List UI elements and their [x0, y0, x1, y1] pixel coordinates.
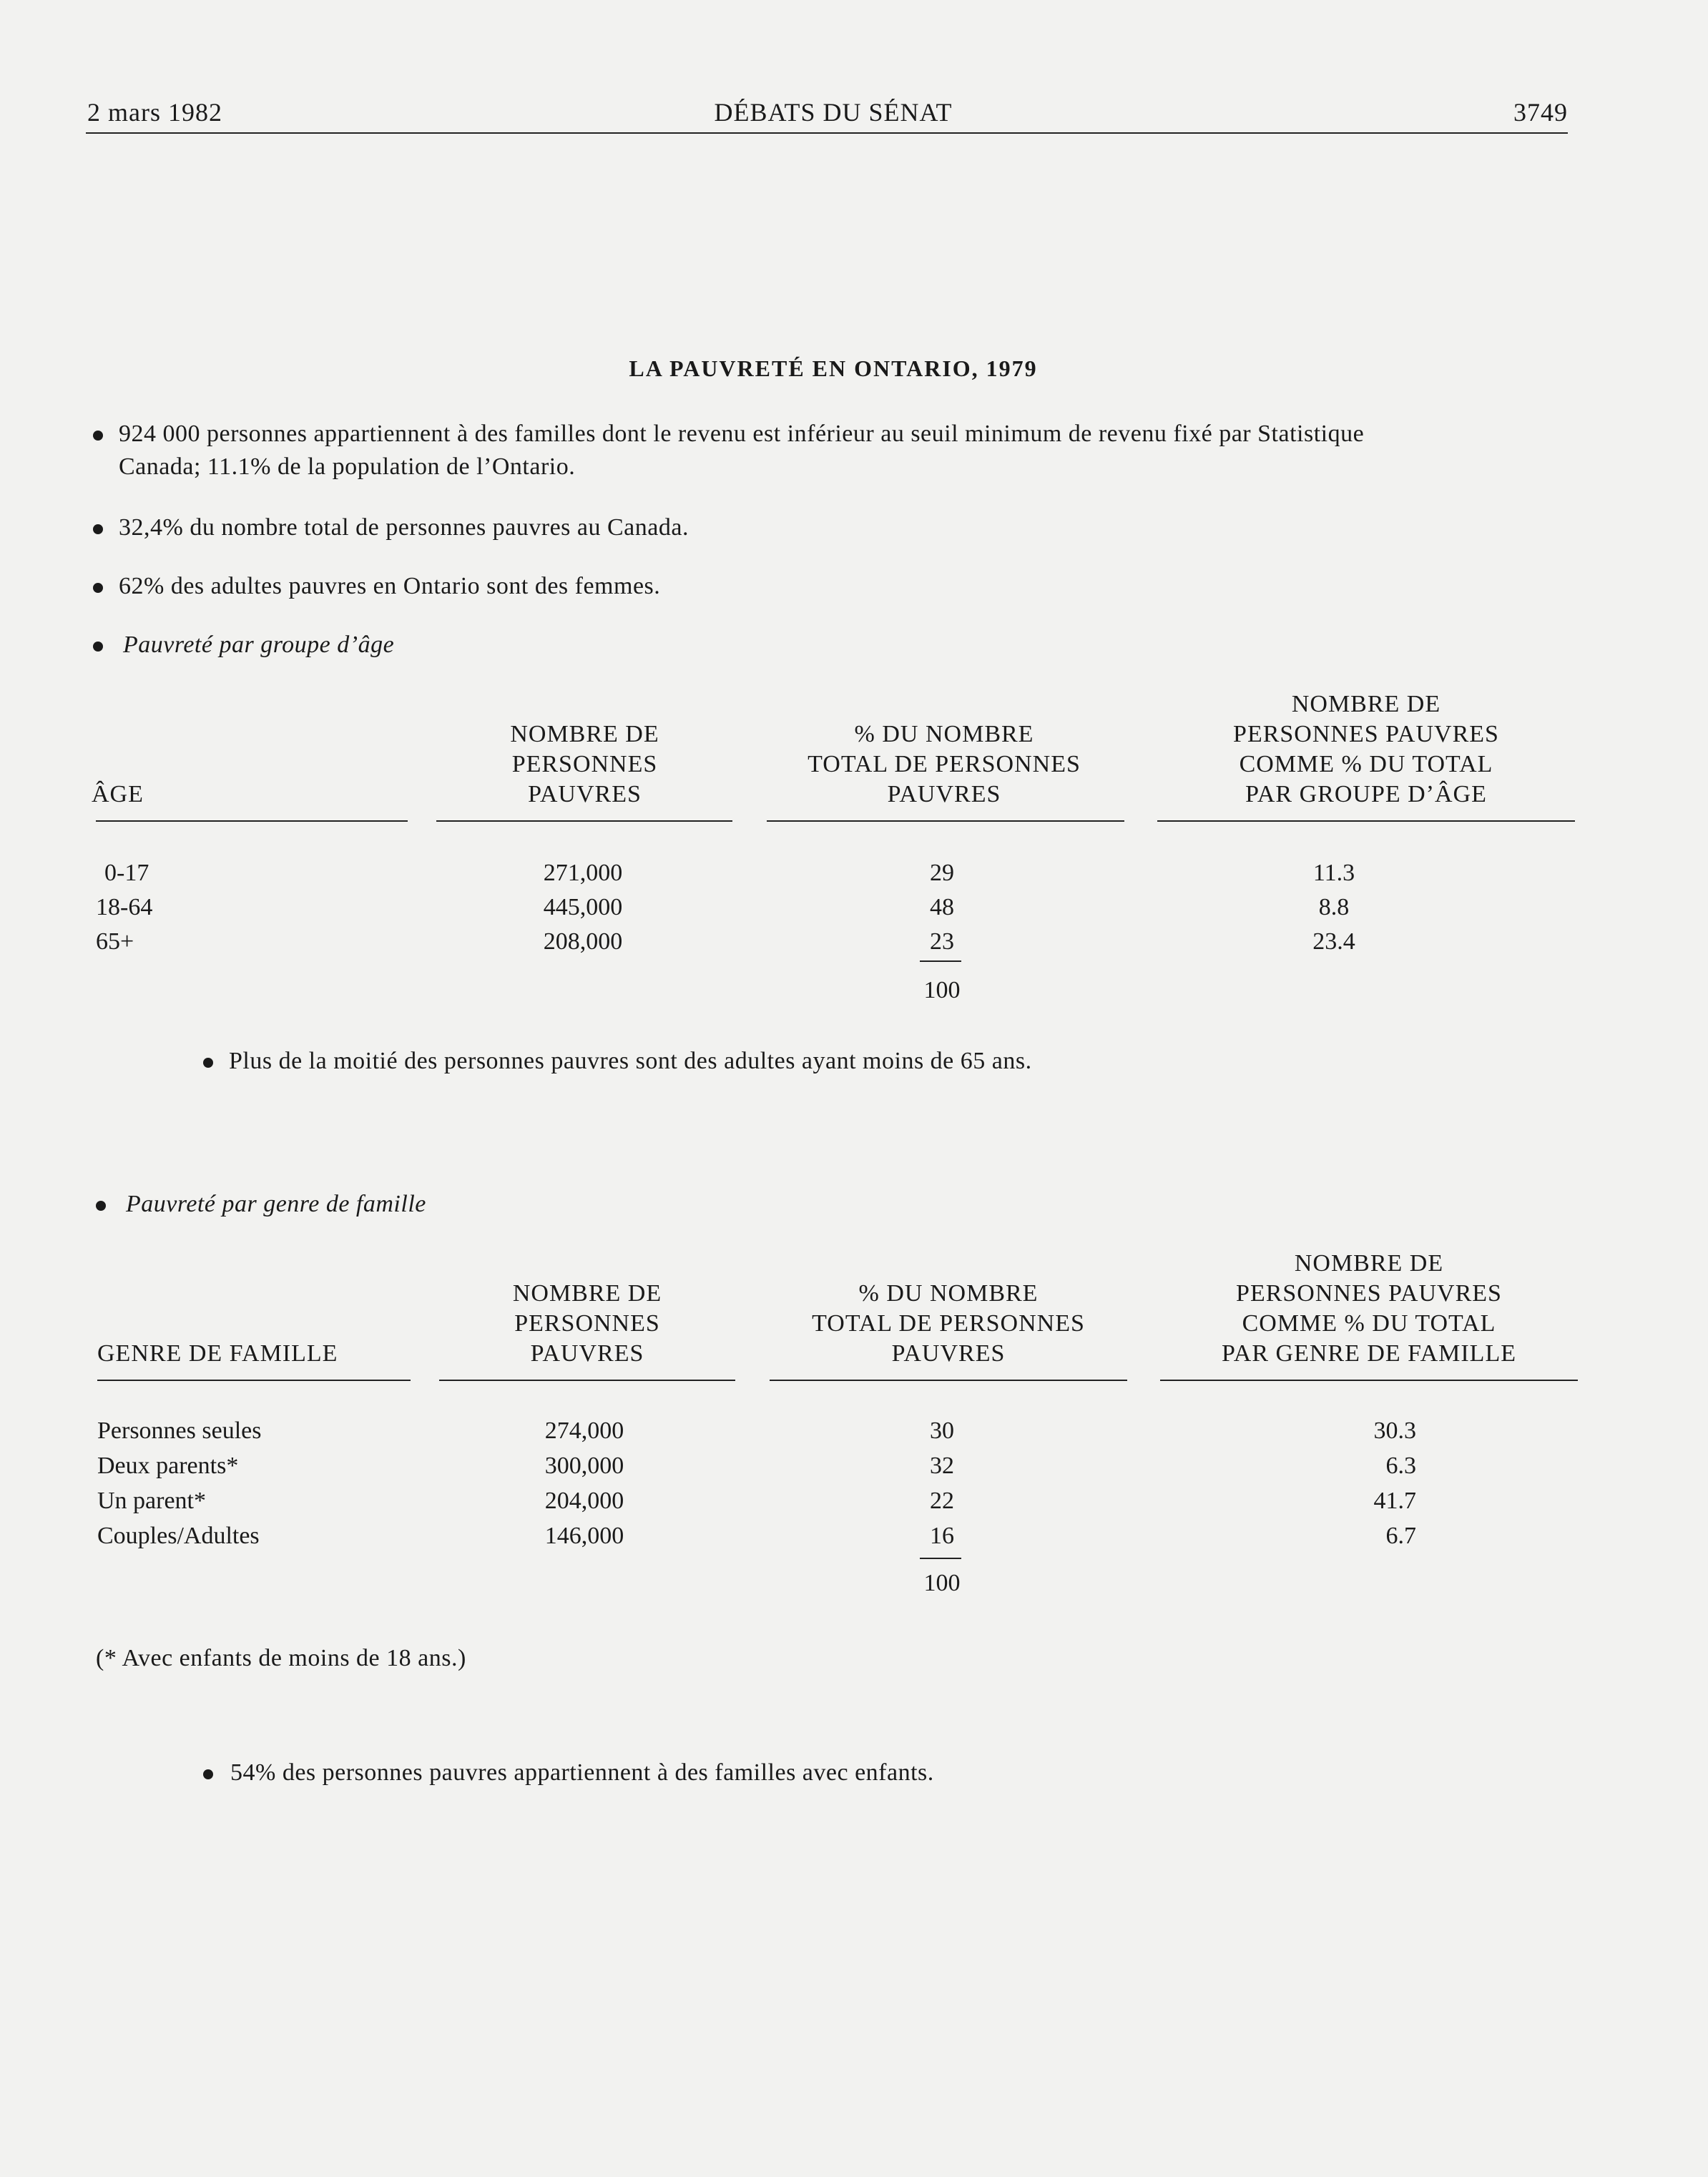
bullet-7: 54% des personnes pauvres appartiennent à des familles avec enfants. [230, 1759, 934, 1786]
row-pct-group: 11.3 [1312, 860, 1355, 886]
row-pct-group: 6.7 [1385, 1523, 1416, 1549]
header-line: PERSONNES [511, 751, 658, 777]
row-pct: 22 [930, 1488, 954, 1514]
row-pct: 30 [930, 1417, 954, 1444]
bullet-2: 32,4% du nombre total de personnes pauvres au Canada. [119, 514, 689, 541]
row-label: Un parent* [97, 1488, 207, 1514]
row-label: Personnes seules [97, 1417, 262, 1444]
header-page-number: 3749 [1513, 98, 1568, 127]
row-count: 146,000 [544, 1523, 624, 1549]
bullet-1-line-2: Canada; 11.1% de la population de l’Ontario. [119, 453, 576, 480]
total-rule [920, 1558, 961, 1559]
header-rule [1160, 1380, 1578, 1381]
row-label: Couples/Adultes [97, 1523, 260, 1549]
header-line: TOTAL DE PERSONNES [812, 1310, 1085, 1337]
row-pct: 29 [930, 860, 954, 886]
col-header-pct-group [1160, 1249, 1578, 1369]
row-count: 204,000 [544, 1488, 624, 1514]
bullet-5: Plus de la moitié des personnes pauvres sont des adultes ayant moins de 65 ans. [229, 1048, 1032, 1074]
header-line: PAUVRES [887, 781, 1001, 807]
row-pct-group: 41.7 [1373, 1488, 1416, 1514]
row-pct-group: 8.8 [1318, 894, 1350, 920]
header-line: PERSONNES [514, 1310, 660, 1337]
total-value: 100 [923, 1570, 961, 1596]
row-pct-group: 6.3 [1385, 1453, 1416, 1479]
header-rule [97, 1380, 411, 1381]
header-line: TOTAL DE PERSONNES [808, 751, 1081, 777]
row-count: 274,000 [544, 1417, 624, 1444]
header-date: 2 mars 1982 [87, 98, 222, 127]
header-rule [439, 1380, 735, 1381]
header-line: NOMBRE DE [1291, 691, 1441, 717]
header-line: COMME % DU TOTAL [1242, 1310, 1496, 1337]
header-line: PAUVRES [528, 781, 642, 807]
document-title: LA PAUVRETÉ EN ONTARIO, 1979 [629, 355, 1038, 381]
row-label: 0-17 [104, 860, 149, 886]
col-header-pct [770, 1279, 1127, 1369]
col-header-family-type: GENRE DE FAMILLE [97, 1340, 338, 1367]
row-pct-group: 23.4 [1312, 928, 1355, 955]
row-pct: 16 [930, 1523, 954, 1549]
row-label: 18-64 [96, 894, 153, 920]
section-heading-age: Pauvreté par groupe d’âge [123, 632, 395, 658]
header-line: PERSONNES PAUVRES [1233, 721, 1499, 747]
header-line: NOMBRE DE [510, 721, 659, 747]
bullet-dot [203, 1769, 213, 1779]
row-count: 300,000 [544, 1453, 624, 1479]
header-line: PAR GENRE DE FAMILLE [1222, 1340, 1516, 1367]
header-line: PAR GROUPE D’ÂGE [1245, 781, 1487, 807]
section-heading-family: Pauvreté par genre de famille [126, 1191, 426, 1217]
row-pct: 23 [930, 928, 954, 955]
bullet-1-line-1: 924 000 personnes appartiennent à des familles dont le revenu est inférieur au seuil minimum de revenu fixé par Statistique [119, 421, 1365, 447]
row-count: 271,000 [543, 860, 623, 886]
row-pct-group: 30.3 [1373, 1417, 1416, 1444]
header-line: % DU NOMBRE [854, 721, 1034, 747]
header-line: NOMBRE DE [512, 1280, 662, 1307]
header-line: PAUVRES [891, 1340, 1006, 1367]
header-line: NOMBRE DE [1294, 1250, 1444, 1277]
col-header-count [439, 1279, 735, 1369]
header-line: COMME % DU TOTAL [1239, 751, 1493, 777]
row-pct: 48 [930, 894, 954, 920]
footnote: (* Avec enfants de moins de 18 ans.) [96, 1645, 466, 1671]
row-count: 445,000 [543, 894, 623, 920]
row-pct: 32 [930, 1453, 954, 1479]
col-header-age: ÂGE [92, 781, 144, 807]
header-line: % DU NOMBRE [858, 1280, 1039, 1307]
header-title: DÉBATS DU SÉNAT [714, 98, 953, 127]
row-count: 208,000 [543, 928, 623, 955]
header-rule [770, 1380, 1127, 1381]
row-label: 65+ [96, 928, 134, 955]
bullet-3: 62% des adultes pauvres en Ontario sont des femmes. [119, 573, 661, 599]
header-line: PAUVRES [530, 1340, 644, 1367]
total-value: 100 [923, 977, 961, 1003]
row-label: Deux parents* [97, 1453, 239, 1479]
header-line: PERSONNES PAUVRES [1236, 1280, 1502, 1307]
